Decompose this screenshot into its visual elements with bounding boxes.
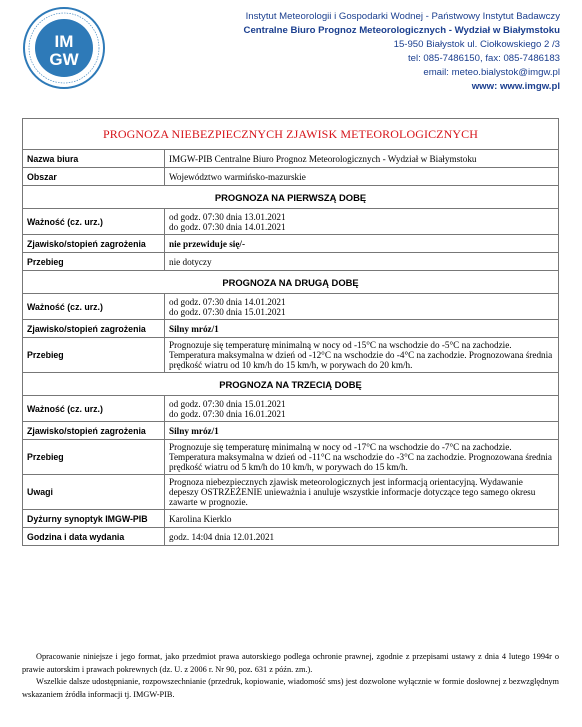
przebieg-label: Przebieg	[23, 338, 165, 373]
zjawisko-label: Zjawisko/stopień zagrożenia	[23, 235, 165, 253]
waznosc-from: od godz. 07:30 dnia 14.01.2021	[169, 296, 286, 307]
institute-name: Instytut Meteorologii i Gospodarki Wodnej - Państwowy Instytut Badawczy	[245, 11, 560, 22]
przebieg-value: Prognozuje się temperaturę minimalną w nocy od -15°C na wschodzie do -5°C na zachodzie. Temperatura maksymalna w dzień od -12°C na wschodzie do -4°C na zachodzie. Prognozowana średnia prędkość wiatru od 10 km/h do 15 km/h, w porywach do 20 km/h.	[165, 338, 559, 373]
office-name: Centralne Biuro Prognoz Meteorologicznych - Wydział w Białymstoku	[243, 25, 560, 36]
waznosc-value	[165, 294, 559, 320]
section-heading-day3: PROGNOZA NA TRZECIĄ DOBĘ	[23, 373, 559, 396]
waznosc-to: do godz. 07:30 dnia 14.01.2021	[169, 221, 286, 232]
logo-text-bottom: GW	[49, 50, 79, 69]
section-heading-day1: PROGNOZA NA PIERWSZĄ DOBĘ	[23, 186, 559, 209]
imgw-logo	[22, 6, 106, 90]
forecast-table	[22, 118, 559, 546]
waznosc-to: do godz. 07:30 dnia 15.01.2021	[169, 306, 286, 317]
email: email: meteo.bialystok@imgw.pl	[423, 67, 560, 78]
zjawisko-label: Zjawisko/stopień zagrożenia	[23, 320, 165, 338]
zjawisko-value: nie przewiduje się/-	[165, 235, 559, 253]
przebieg-label: Przebieg	[23, 253, 165, 271]
waznosc-value	[165, 396, 559, 422]
waznosc-label: Ważność (cz. urz.)	[23, 294, 165, 320]
waznosc-from: od godz. 07:30 dnia 15.01.2021	[169, 398, 286, 409]
nazwa-biura-value: IMGW-PIB Centralne Biuro Prognoz Meteorologicznych - Wydział w Białymstoku	[165, 150, 559, 168]
synoptyk-label: Dyżurny synoptyk IMGW-PIB	[23, 510, 165, 528]
obszar-label: Obszar	[23, 168, 165, 186]
website: www: www.imgw.pl	[471, 81, 560, 92]
section-heading-day2: PROGNOZA NA DRUGĄ DOBĘ	[23, 271, 559, 294]
address: 15-950 Białystok ul. Ciołkowskiego 2 /3	[393, 39, 560, 50]
institution-header	[244, 10, 560, 94]
phone-fax: tel: 085-7486150, fax: 085-7486183	[407, 53, 560, 64]
nazwa-biura-label: Nazwa biura	[23, 150, 165, 168]
synoptyk-value: Karolina Kierklo	[165, 510, 559, 528]
obszar-value: Województwo warmińsko-mazurskie	[165, 168, 559, 186]
copyright-paragraph: Opracowanie niniejsze i jego format, jako przedmiot prawa autorskiego podlega ochronie prawnej, zgodnie z przepisami ustawy z dnia 4 lutego 1994r o prawie autorskim i prawach pokrewnych (dz. U. z 2006 r. Nr 90, poz. 631 z późn. zm.).	[22, 652, 559, 674]
uwagi-value: Prognoza niebezpiecznych zjawisk meteorologicznych jest informacją orientacyjną. Wydawanie depeszy OSTRZEŻENIE unieważnia i anuluje wszystkie informacje dotyczące tego samego okresu zawarte w prognozie.	[165, 475, 559, 510]
zjawisko-value: Silny mróz/1	[165, 320, 559, 338]
przebieg-value: nie dotyczy	[165, 253, 559, 271]
waznosc-to: do godz. 07:30 dnia 16.01.2021	[169, 408, 286, 419]
uwagi-label: Uwagi	[23, 475, 165, 510]
przebieg-label: Przebieg	[23, 440, 165, 475]
logo-text-top: IM	[54, 32, 74, 51]
przebieg-value: Prognozuje się temperaturę minimalną w nocy od -17°C na wschodzie do -7°C na zachodzie. Temperatura maksymalna w dzień od -11°C na wschodzie do -3°C na zachodzie. Prognozowana średnia prędkość wiatru od 5 km/h do 10 km/h, w porywach do 15 km/h.	[165, 440, 559, 475]
document-title: PROGNOZA NIEBEZPIECZNYCH ZJAWISK METEOROLOGICZNYCH	[23, 119, 559, 150]
waznosc-label: Ważność (cz. urz.)	[23, 396, 165, 422]
copyright-footer	[22, 651, 559, 701]
wydanie-value: godz. 14:04 dnia 12.01.2021	[165, 528, 559, 546]
distribution-paragraph: Wszelkie dalsze udostępnianie, rozpowszechnianie (przedruk, kopiowanie, wiadomość sms) jest dozwolone wyłącznie w formie dosłownej z bezwzględnym wskazaniem źródła informacji tj. IMGW-PIB.	[22, 677, 559, 699]
wydanie-label: Godzina i data wydania	[23, 528, 165, 546]
zjawisko-value: Silny mróz/1	[165, 422, 559, 440]
zjawisko-label: Zjawisko/stopień zagrożenia	[23, 422, 165, 440]
waznosc-value	[165, 209, 559, 235]
waznosc-label: Ważność (cz. urz.)	[23, 209, 165, 235]
waznosc-from: od godz. 07:30 dnia 13.01.2021	[169, 211, 286, 222]
